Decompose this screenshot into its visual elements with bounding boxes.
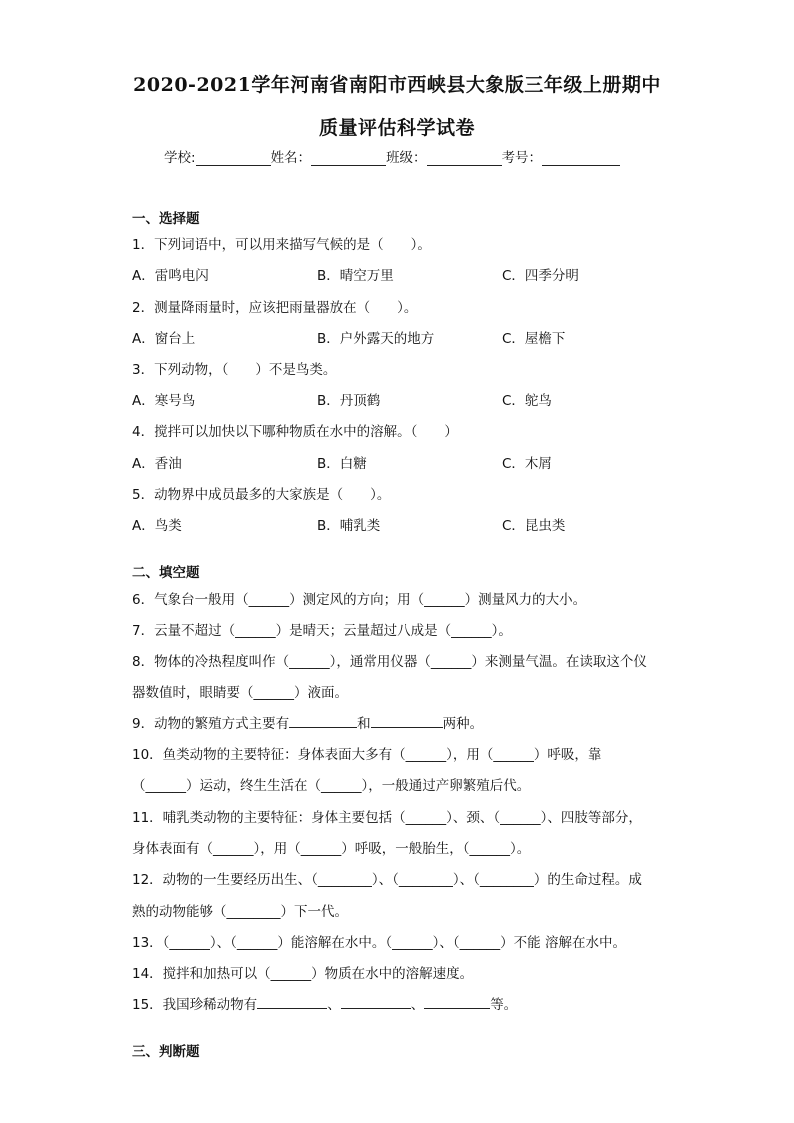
q9-and: 和 <box>357 716 371 732</box>
option-b: B．哺乳类 <box>317 518 381 534</box>
q9-blank-2[interactable] <box>371 714 443 728</box>
option-a: A．香油 <box>132 456 182 472</box>
question-line: 6．气象台一般用（______）测定风的方向；用（______）测量风力的大小。 <box>132 592 587 608</box>
option-c: C．木屑 <box>502 456 552 472</box>
question-line: 器数值时，眼睛要（______）液面。 <box>132 685 348 701</box>
school-label: 学校: <box>164 150 196 166</box>
question-stem: 4．搅拌可以加快以下哪种物质在水中的溶解。（ ） <box>132 424 458 440</box>
class-label: 班级： <box>386 150 427 166</box>
option-c: C．昆虫类 <box>502 518 566 534</box>
question-line: 熟的动物能够（________）下一代。 <box>132 904 348 920</box>
name-label: 姓名： <box>270 150 312 166</box>
name-blank[interactable] <box>311 151 386 166</box>
exam-title-line1: 2020-2021学年河南省南阳市西峡县大象版三年级上册期中 <box>133 74 661 96</box>
question-stem: 3．下列动物，（ ）不是鸟类。 <box>132 362 337 378</box>
option-a: A．雷鸣电闪 <box>132 268 209 284</box>
option-c: C．屋檐下 <box>502 331 566 347</box>
question-line-q15 <box>132 993 517 1013</box>
question-stem: 5．动物界中成员最多的大家族是（ ）。 <box>132 487 391 503</box>
q9-text: 9．动物的繁殖方式主要有 <box>132 716 290 732</box>
q15-sep: 、 <box>410 997 425 1013</box>
exam-title-line2: 质量评估科学试卷 <box>318 117 475 139</box>
option-b: B．晴空万里 <box>317 268 394 284</box>
option-a: A．寒号鸟 <box>132 393 196 409</box>
question-line: 11．哺乳类动物的主要特征：身体主要包括（______）、颈、（______）、四肢等部分， <box>132 810 642 826</box>
question-line: 12．动物的一生要经历出生、（________）、（________）、（________）的生命过程。成 <box>132 872 642 888</box>
exam-no-blank[interactable] <box>542 151 620 166</box>
school-blank[interactable] <box>196 151 271 166</box>
q15-blank-1[interactable] <box>257 995 327 1009</box>
q9-end: 两种。 <box>442 716 484 732</box>
question-line: （______）运动，终生生活在（______），一般通过产卵繁殖后代。 <box>132 778 531 794</box>
q9-blank-1[interactable] <box>289 714 357 728</box>
question-line: 身体表面有（______），用（______）呼吸，一般胎生，（______）。 <box>132 841 531 857</box>
question-line: 8．物体的冷热程度叫作（______），通常用仪器（______）来测量气温。在读取这个仪 <box>132 654 647 670</box>
section-heading-fill: 二、填空题 <box>132 565 200 581</box>
option-b: B．丹顶鹤 <box>317 393 381 409</box>
option-b: B．户外露天的地方 <box>317 331 435 347</box>
question-line: 10．鱼类动物的主要特征：身体表面大多有（______），用（______）呼吸，靠 <box>132 747 602 763</box>
question-line: 13．（______）、（______）能溶解在水中。（______）、（______）不能 溶解在水中。 <box>132 935 626 951</box>
q15-blank-3[interactable] <box>424 995 490 1009</box>
section-heading-choice: 一、选择题 <box>132 211 200 227</box>
student-info-row <box>164 146 620 166</box>
question-line: 14．搅拌和加热可以（______）物质在水中的溶解速度。 <box>132 966 474 982</box>
q15-end: 等。 <box>490 997 518 1013</box>
question-line: 7．云量不超过（______）是晴天；云量超过八成是（______）。 <box>132 623 512 639</box>
question-line-q9 <box>132 712 483 732</box>
question-stem: 1．下列词语中，可以用来描写气候的是（ ）。 <box>132 237 431 253</box>
option-a: A．窗台上 <box>132 331 196 347</box>
question-stem: 2．测量降雨量时，应该把雨量器放在（ ）。 <box>132 300 418 316</box>
q15-text: 15．我国珍稀动物有 <box>132 997 258 1013</box>
q15-sep: 、 <box>327 997 341 1013</box>
option-c: C．鸵鸟 <box>502 393 552 409</box>
class-blank[interactable] <box>427 151 502 166</box>
option-c: C．四季分明 <box>502 268 579 284</box>
section-heading-judge: 三、判断题 <box>132 1044 200 1060</box>
exam-no-label: 考号： <box>501 150 543 166</box>
option-b: B．白糖 <box>317 456 367 472</box>
q15-blank-2[interactable] <box>341 995 411 1009</box>
option-a: A．鸟类 <box>132 518 182 534</box>
